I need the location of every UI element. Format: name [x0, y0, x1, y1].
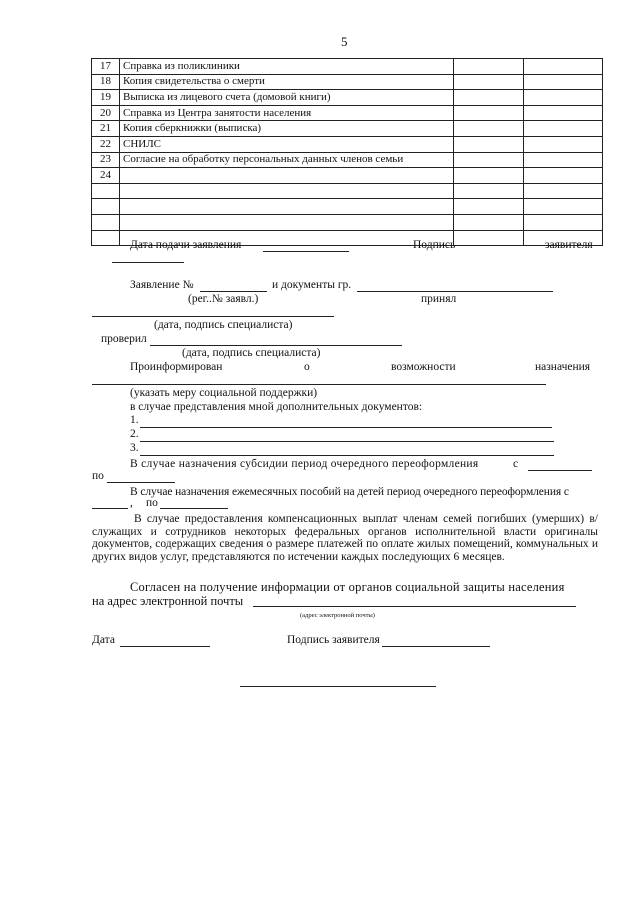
- mark-cell[interactable]: [454, 74, 524, 90]
- accepted-line[interactable]: [92, 316, 334, 317]
- mark-cell[interactable]: [454, 183, 524, 199]
- informed-word-2: о: [304, 361, 310, 373]
- note-cell[interactable]: [524, 136, 603, 152]
- additional-item-3: 3.: [130, 442, 139, 454]
- subsidy-text: В случае назначения субсидии период очередного переоформления: [130, 458, 479, 470]
- application-label: Заявление №: [130, 279, 194, 291]
- document-name: Копия сберкнижки (выписка): [120, 121, 454, 137]
- submission-date-line[interactable]: [263, 251, 349, 252]
- table-row: [92, 199, 603, 215]
- subsidy-to-line[interactable]: [107, 482, 175, 483]
- note-cell[interactable]: [524, 121, 603, 137]
- document-name: Справка из Центра занятости населения: [120, 105, 454, 121]
- table-row: [92, 214, 603, 230]
- note-cell[interactable]: [524, 199, 603, 215]
- submission-date-label: Дата подачи заявления: [130, 239, 242, 251]
- email-note: (адрес электронной почты): [300, 612, 375, 619]
- bottom-separator: [240, 686, 436, 687]
- subsidy-from-line[interactable]: [528, 470, 592, 471]
- note-cell[interactable]: [524, 74, 603, 90]
- additional-item-1-line[interactable]: [140, 427, 552, 428]
- consent-line-1: Согласен на получение информации от органов социальной защиты населения: [130, 580, 565, 594]
- checked-line[interactable]: [150, 345, 402, 346]
- row-number: 23: [92, 152, 120, 168]
- row-number: [92, 214, 120, 230]
- row-number: [92, 230, 120, 246]
- footer-signature-label: Подпись заявителя: [287, 634, 380, 646]
- row-number: 18: [92, 74, 120, 90]
- document-name: Копия свидетельства о смерти: [120, 74, 454, 90]
- row-number: 21: [92, 121, 120, 137]
- consent-line-2: на адрес электронной почты: [92, 594, 244, 608]
- footer-date-label: Дата: [92, 634, 115, 646]
- row-number: [92, 199, 120, 215]
- email-line[interactable]: [253, 606, 576, 607]
- note-cell[interactable]: [524, 105, 603, 121]
- mark-cell[interactable]: [454, 168, 524, 184]
- mark-cell[interactable]: [454, 230, 524, 246]
- table-row: [92, 59, 603, 75]
- mark-cell[interactable]: [454, 121, 524, 137]
- row-number: 17: [92, 59, 120, 75]
- table-row: [92, 121, 603, 137]
- submission-signature-label: Подпись: [413, 239, 456, 251]
- table-row: [92, 152, 603, 168]
- accepted-label: принял: [421, 293, 457, 305]
- mark-cell[interactable]: [454, 199, 524, 215]
- row-number: [92, 183, 120, 199]
- table-row: [92, 105, 603, 121]
- document-name: [120, 214, 454, 230]
- footer-date-line[interactable]: [120, 646, 210, 647]
- submission-applicant-label: заявителя: [545, 239, 593, 251]
- table-row: [92, 183, 603, 199]
- mark-cell[interactable]: [454, 136, 524, 152]
- additional-item-2: 2.: [130, 428, 139, 440]
- subsidy-from: с: [513, 458, 519, 470]
- note-cell[interactable]: [524, 183, 603, 199]
- documents-table: [91, 58, 603, 246]
- row-number: 24: [92, 168, 120, 184]
- note-cell[interactable]: [524, 152, 603, 168]
- subsidy-to: по: [92, 470, 104, 482]
- document-name: Согласие на обработку персональных данных членов семьи: [120, 152, 454, 168]
- monthly-to-line[interactable]: [160, 508, 228, 509]
- date-sign-note-1: (дата, подпись специалиста): [154, 319, 293, 331]
- informed-word-4: назначения: [535, 361, 591, 373]
- note-cell[interactable]: [524, 59, 603, 75]
- checked-label: проверил: [101, 333, 147, 345]
- document-name: Выписка из лицевого счета (домовой книги): [120, 90, 454, 106]
- table-row: [92, 136, 603, 152]
- monthly-comma: ,: [130, 497, 133, 509]
- table-row: [92, 168, 603, 184]
- informed-word-3: возможности: [391, 361, 456, 373]
- additional-docs-label: в случае представления мной дополнительных документов:: [130, 401, 423, 413]
- table-row: [92, 90, 603, 106]
- reg-number-note: (рег..№ заявл.): [188, 293, 259, 305]
- document-name: [120, 199, 454, 215]
- page-number: 5: [341, 34, 348, 49]
- mark-cell[interactable]: [454, 214, 524, 230]
- document-name: [120, 183, 454, 199]
- monthly-from-line[interactable]: [92, 508, 128, 509]
- measure-note: (указать меру социальной поддержки): [130, 387, 318, 399]
- application-docs-label: и документы гр.: [272, 279, 352, 291]
- table-row: [92, 74, 603, 90]
- monthly-to: по: [146, 497, 158, 509]
- date-sign-note-2: (дата, подпись специалиста): [182, 347, 321, 359]
- submission-signature-line[interactable]: [112, 262, 184, 263]
- mark-cell[interactable]: [454, 90, 524, 106]
- additional-item-2-line[interactable]: [140, 441, 554, 442]
- row-number: 22: [92, 136, 120, 152]
- mark-cell[interactable]: [454, 105, 524, 121]
- additional-item-3-line[interactable]: [140, 455, 554, 456]
- measure-line[interactable]: [92, 384, 546, 385]
- note-cell[interactable]: [524, 90, 603, 106]
- mark-cell[interactable]: [454, 59, 524, 75]
- note-cell[interactable]: [524, 168, 603, 184]
- document-name: Справка из поликлиники: [120, 59, 454, 75]
- footer-signature-line[interactable]: [382, 646, 490, 647]
- informed-word-1: Проинформирован: [130, 361, 223, 373]
- citizen-name-line[interactable]: [357, 291, 553, 292]
- additional-item-1: 1.: [130, 414, 139, 426]
- document-name: СНИЛС: [120, 136, 454, 152]
- row-number: 20: [92, 105, 120, 121]
- document-name: [120, 168, 454, 184]
- mark-cell[interactable]: [454, 152, 524, 168]
- row-number: 19: [92, 90, 120, 106]
- compensation-paragraph: [92, 513, 598, 563]
- application-number-line[interactable]: [200, 291, 267, 292]
- note-cell[interactable]: [524, 214, 603, 230]
- compensation-text: В случае предоставления компенсационных выплат членам семей погибших (умерших) в/служащих и сотрудников некоторых федеральных органов исполнительной власти оригиналы документов, содержащих сведения о размере платежей по оплате жилых помещений, коммунальных и других видов услуг, представляются по истечении каждых последующих 6 месяцев.: [92, 513, 598, 563]
- monthly-text: В случае назначения ежемесячных пособий на детей период очередного переоформления с: [130, 486, 569, 498]
